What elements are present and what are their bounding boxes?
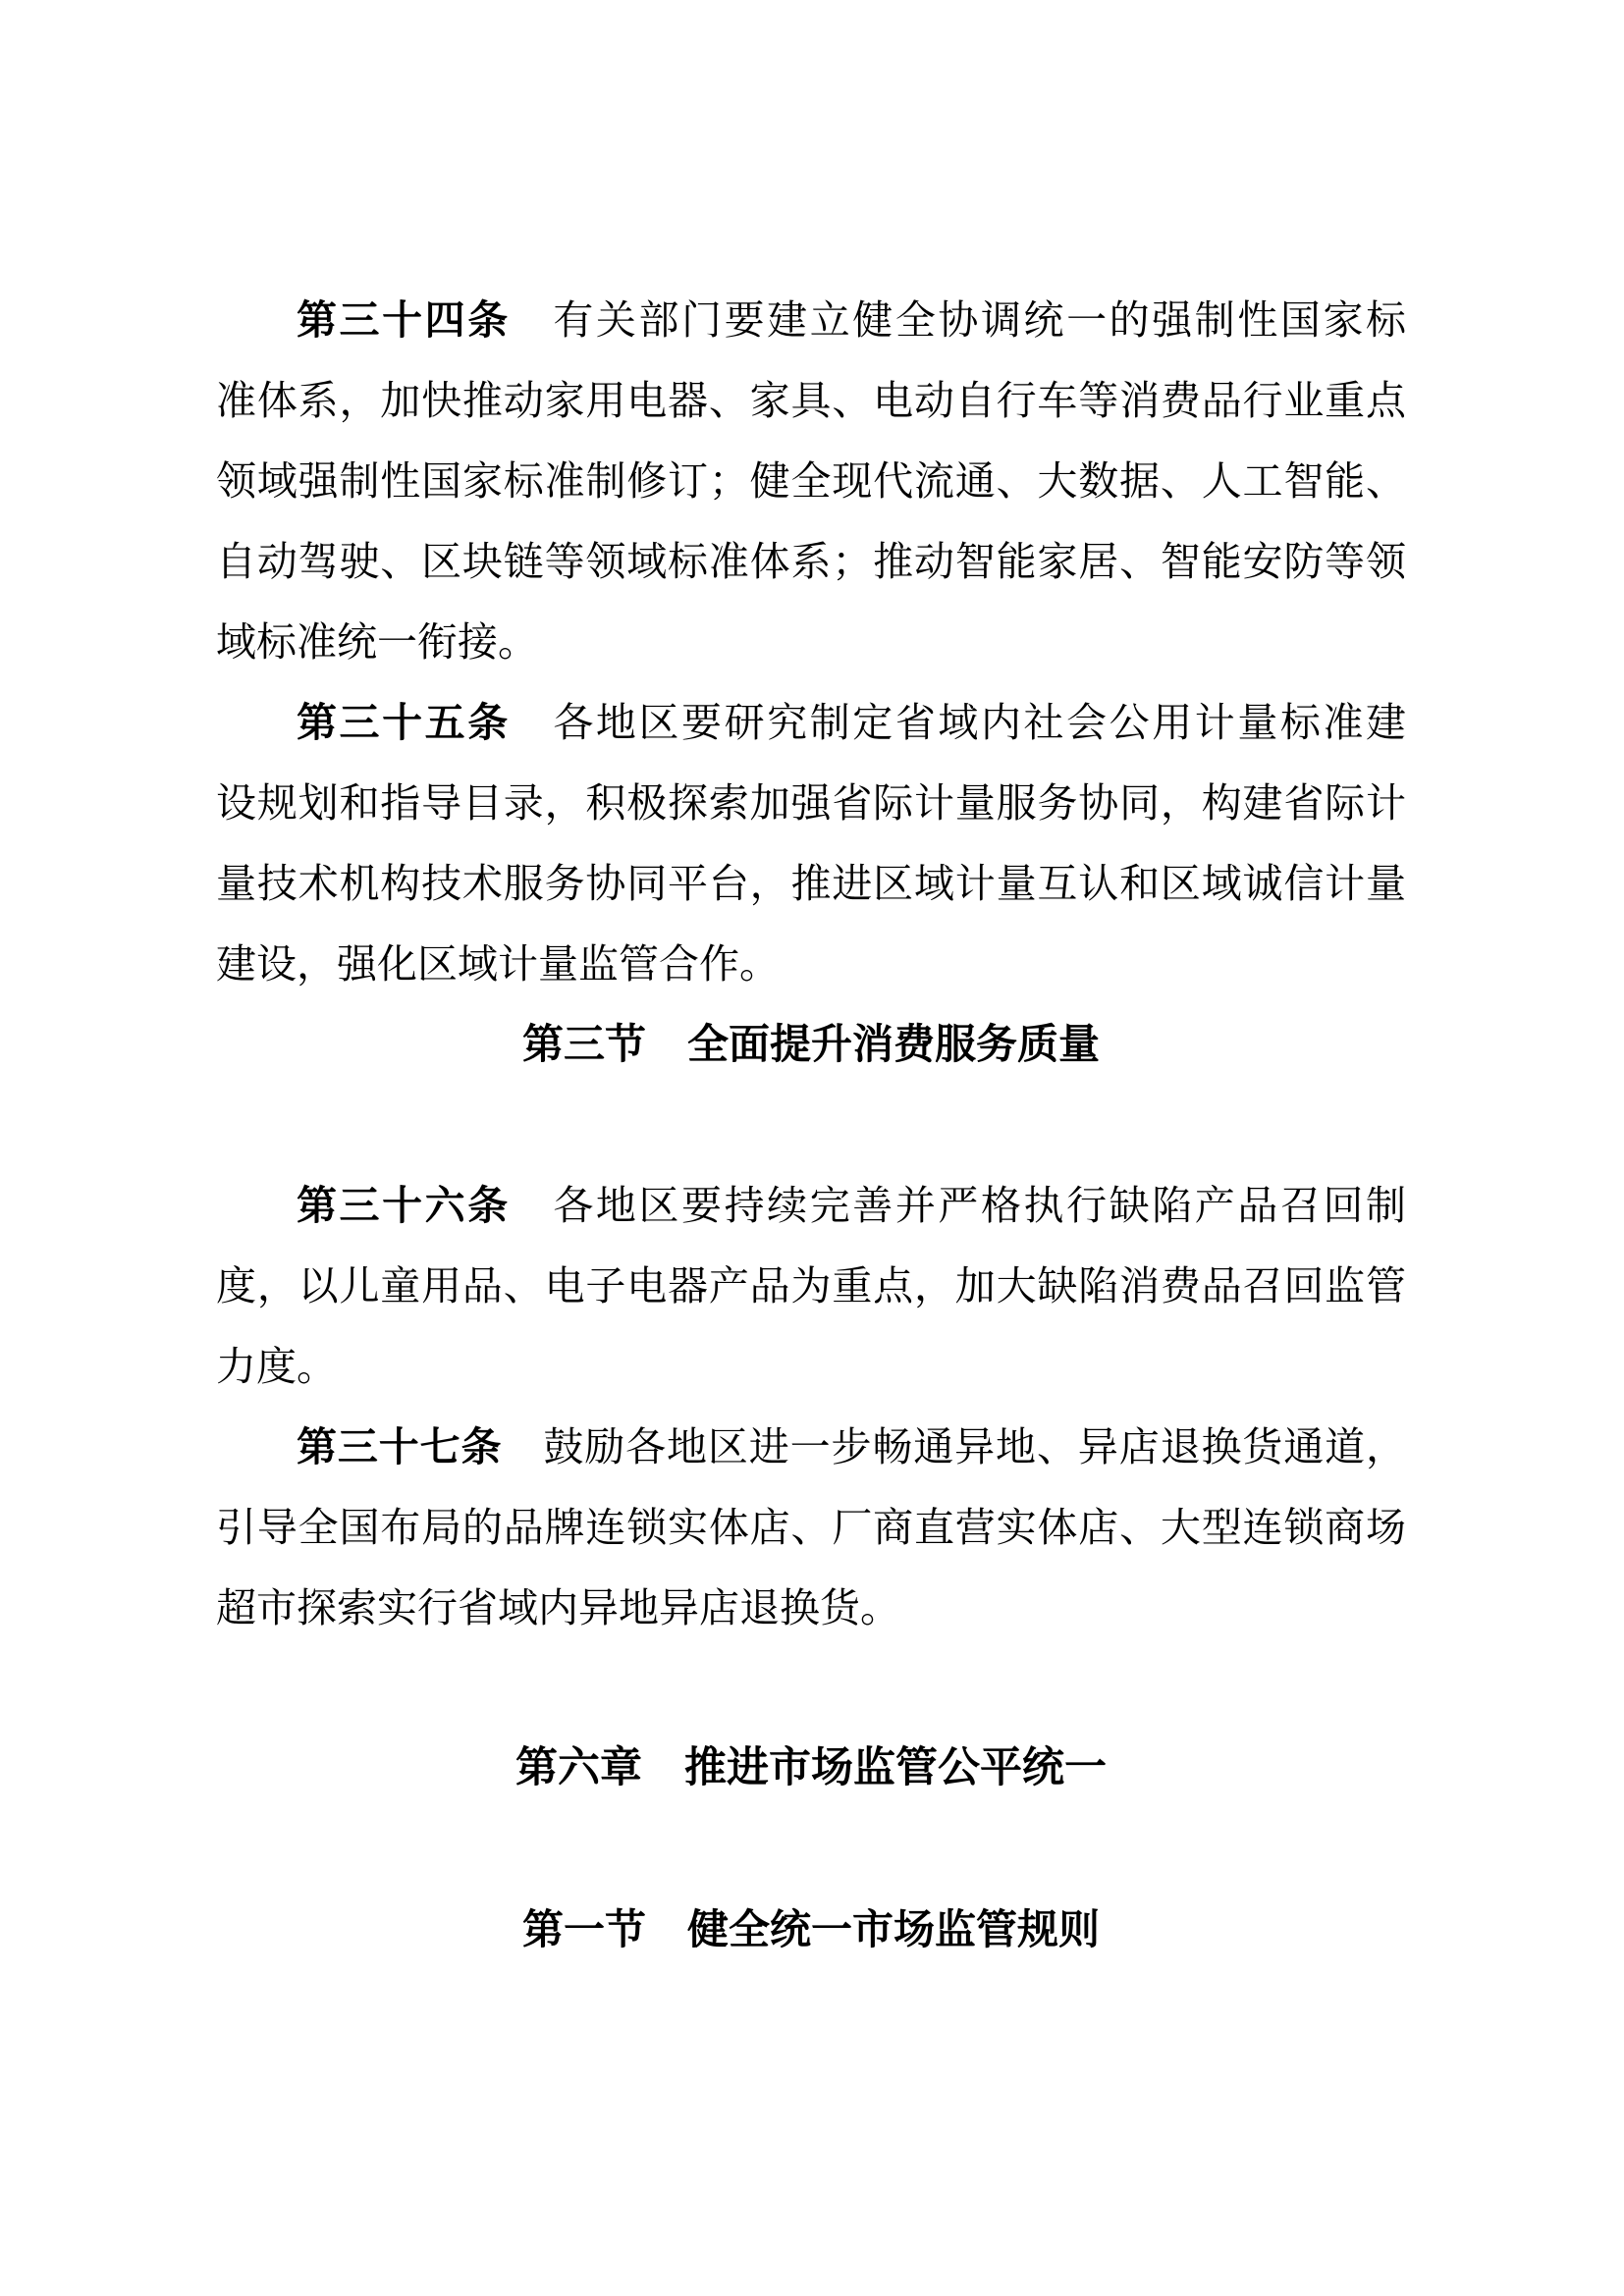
article-line: 准体系，加快推动家用电器、家具、电动自行车等消费品行业重点 [216, 378, 1406, 423]
article-number-label: 第三十七条 [297, 1424, 503, 1469]
article-line-text: 各地区要持续完善并严格执行缺陷产品召回制 [553, 1183, 1406, 1228]
section-heading: 第一节 健全统一市场监管规则 [521, 1906, 1100, 1952]
article-line [216, 1165, 1406, 1246]
article-line: 领域强制性国家标准制修订；健全现代流通、大数据、人工智能、 [216, 458, 1406, 504]
article-line [216, 280, 1406, 360]
article [216, 1407, 1406, 1648]
article-line-text: 有关部门要建立健全协调统一的强制性国家标 [553, 297, 1406, 343]
article-line: 力度。 [216, 1344, 337, 1389]
article-line: 自动驾驶、区块链等领域标准体系；推动智能家居、智能安防等领 [216, 539, 1406, 584]
article [216, 682, 1406, 1004]
article-number-label: 第三十四条 [297, 297, 511, 343]
article [216, 1165, 1406, 1407]
chapter-heading: 第六章 推进市场监管公平统一 [515, 1745, 1107, 1791]
article-line [216, 682, 1406, 763]
section-heading: 第三节 全面提升消费服务质量 [521, 1021, 1100, 1067]
article-line: 引导全国布局的品牌连锁实体店、厂商直营实体店、大型连锁商场 [216, 1505, 1406, 1550]
label-gap [511, 297, 554, 343]
article-line: 度，以儿童用品、电子电器产品为重点，加大缺陷消费品召回监管 [216, 1263, 1406, 1308]
article-line: 建设，强化区域计量监管合作。 [216, 941, 780, 987]
article-line: 设规划和指导目录，积极探索加强省际计量服务协同，构建省际计 [216, 780, 1406, 826]
article-line: 域标准统一衔接。 [216, 619, 538, 665]
article-line [216, 1407, 1406, 1487]
article-number-label: 第三十六条 [297, 1183, 511, 1228]
label-gap [511, 1183, 554, 1228]
article-number-label: 第三十五条 [297, 700, 511, 745]
label-gap [502, 1424, 543, 1469]
article [216, 280, 1406, 682]
label-gap [511, 700, 554, 745]
article-line: 量技术机构技术服务协同平台，推进区域计量互认和区域诚信计量 [216, 861, 1406, 906]
article-line-text: 各地区要研究制定省域内社会公用计量标准建 [553, 700, 1406, 745]
article-line: 超市探索实行省域内异地异店退换货。 [216, 1585, 900, 1630]
article-line-text: 鼓励各地区进一步畅通异地、异店退换货通道， [543, 1424, 1406, 1469]
